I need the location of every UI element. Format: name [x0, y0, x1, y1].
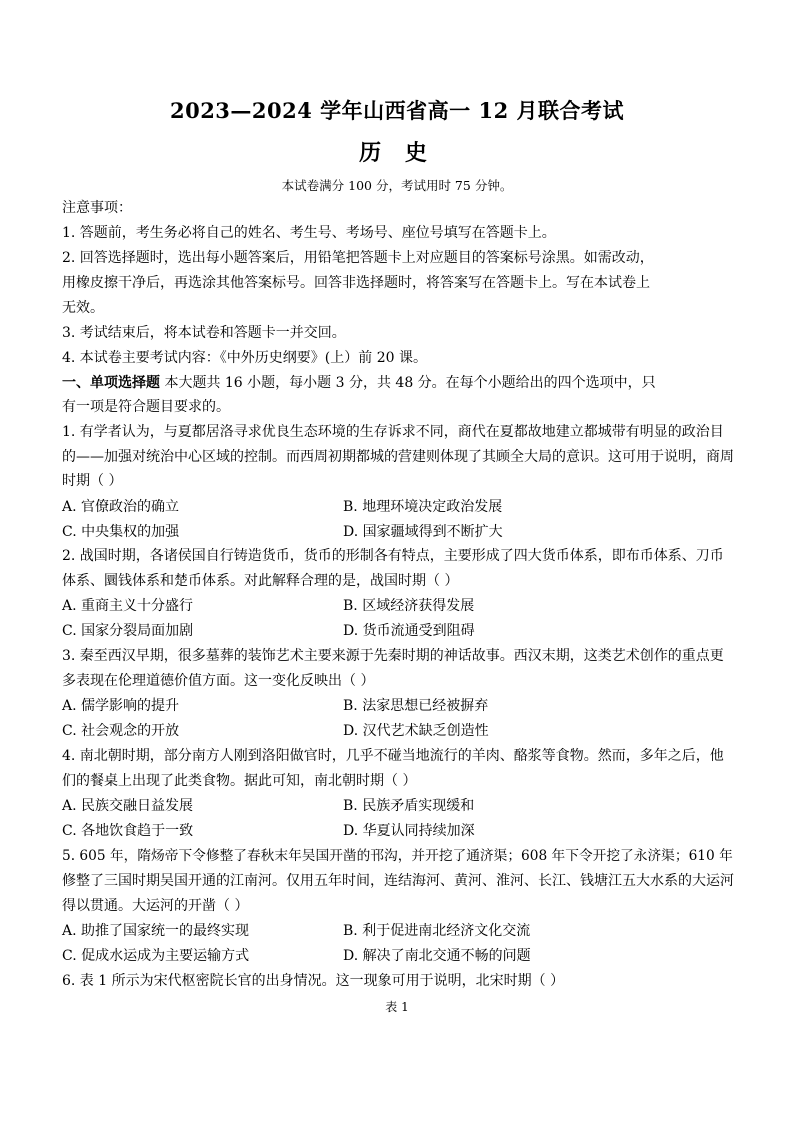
- question-2-option-d: D. 货币流通受到阻碍: [343, 623, 475, 639]
- question-5-option-d: D. 解决了南北交通不畅的问题: [343, 948, 531, 964]
- note-line: 3. 考试结束后，将本试卷和答题卡一并交回。: [62, 325, 346, 341]
- question-1-option-d: D. 国家疆域得到不断扩大: [343, 524, 503, 540]
- question-4-text: 们的餐桌上出现了此类食物。据此可知，南北朝时期（ ）: [62, 773, 417, 789]
- note-line: 2. 回答选择题时，选出每小题答案后，用铅笔把答题卡上对应题目的答案标号涂黑。如需改动，: [62, 250, 654, 266]
- question-3-option-c: C. 社会观念的开放: [62, 723, 180, 739]
- question-2-option-c: C. 国家分裂局面加剧: [62, 623, 194, 639]
- question-3-option-a: A. 儒学影响的提升: [62, 698, 180, 714]
- section-desc-2: 有一项是符合题目要求的。: [62, 399, 230, 415]
- question-4-option-d: D. 华夏认同持续加深: [343, 823, 475, 839]
- question-4-option-a: A. 民族交融日益发展: [62, 798, 194, 814]
- question-4-option-c: C. 各地饮食趋于一致: [62, 823, 194, 839]
- question-1-text: 的——加强对统治中心区域的控制。而西周初期都城的营建则体现了其顾全大局的意识。这可用于说明，商周: [62, 449, 734, 465]
- question-3-text: 多表现在伦理道德价值方面。这一变化反映出（ ）: [62, 673, 375, 689]
- note-line: 4. 本试卷主要考试内容：《中外历史纲要》(上）前 20 课。: [62, 350, 427, 366]
- question-5-option-c: C. 促成水运成为主要运输方式: [62, 948, 250, 964]
- question-2-text: 2. 战国时期，各诸侯国自行铸造货币，货币的形制各有特点，主要形成了四大货币体系，即布币体系、刀币: [62, 548, 724, 564]
- section-desc: 本大题共 16 小题，每小题 3 分，共 48 分。在每个小题给出的四个选项中，只: [160, 375, 656, 391]
- question-5-option-a: A. 助推了国家统一的最终实现: [62, 923, 250, 939]
- question-3-option-b: B. 法家思想已经被摒弃: [343, 698, 489, 714]
- question-2-option-a: A. 重商主义十分盛行: [62, 598, 194, 614]
- question-3-option-d: D. 汉代艺术缺乏创造性: [343, 723, 489, 739]
- question-3-text: 3. 秦至西汉早期，很多墓葬的装饰艺术主要来源于先秦时期的神话故事。西汉末期，这类艺术创作的重点更: [62, 648, 724, 664]
- question-5-text: 5. 605 年，隋炀帝下令修整了春秋末年吴国开凿的邗沟，并开挖了通济渠；608 年下令开挖了永济渠；610 年: [62, 848, 733, 864]
- section-heading-line: [62, 373, 656, 393]
- note-line: 无效。: [62, 300, 104, 316]
- question-2-option-b: B. 区域经济获得发展: [343, 598, 475, 614]
- exam-title: 2023—2024 学年山西省高一 12 月联合考试: [169, 98, 625, 123]
- subject-title: 历 史: [359, 140, 435, 166]
- question-1-option-a: A. 官僚政治的确立: [62, 499, 180, 515]
- question-6-text: 6. 表 1 所示为宋代枢密院长官的出身情况。这一现象可用于说明，北宋时期（ ）: [62, 973, 565, 989]
- question-1-option-b: B. 地理环境决定政治发展: [343, 499, 503, 515]
- table-caption: 表 1: [385, 1000, 409, 1014]
- question-1-text: 时期（ ）: [62, 473, 123, 489]
- question-1-text: 1. 有学者认为，与夏都居洛寻求优良生态环境的生存诉求不同，商代在夏都故地建立都城带有明显的政治目: [62, 424, 724, 440]
- question-4-text: 4. 南北朝时期，部分南方人刚到洛阳做官时，几乎不碰当地流行的羊肉、酪浆等食物。然而，多年之后，他: [62, 748, 724, 764]
- question-1-option-c: C. 中央集权的加强: [62, 524, 180, 540]
- note-line: 用橡皮擦干净后，再选涂其他答案标号。回答非选择题时，将答案写在答题卡上。写在本试卷上: [62, 275, 650, 291]
- section-heading: 一、单项选择题: [62, 375, 160, 391]
- notes-heading: 注意事项：: [62, 200, 132, 216]
- question-5-text: 修整了三国时期吴国开通的江南河。仅用五年时间，连结海河、黄河、淮河、长江、钱塘江五大水系的大运河: [62, 873, 734, 889]
- exam-info: 本试卷满分 100 分，考试用时 75 分钟。: [281, 178, 513, 193]
- question-5-option-b: B. 利于促进南北经济文化交流: [343, 923, 531, 939]
- question-2-text: 体系、圜钱体系和楚币体系。对此解释合理的是，战国时期（ ）: [62, 573, 459, 589]
- note-line: 1. 答题前，考生务必将自己的姓名、考生号、考场号、座位号填写在答题卡上。: [62, 225, 556, 241]
- question-4-option-b: B. 民族矛盾实现缓和: [343, 798, 475, 814]
- question-5-text: 得以贯通。大运河的开凿（ ）: [62, 898, 249, 914]
